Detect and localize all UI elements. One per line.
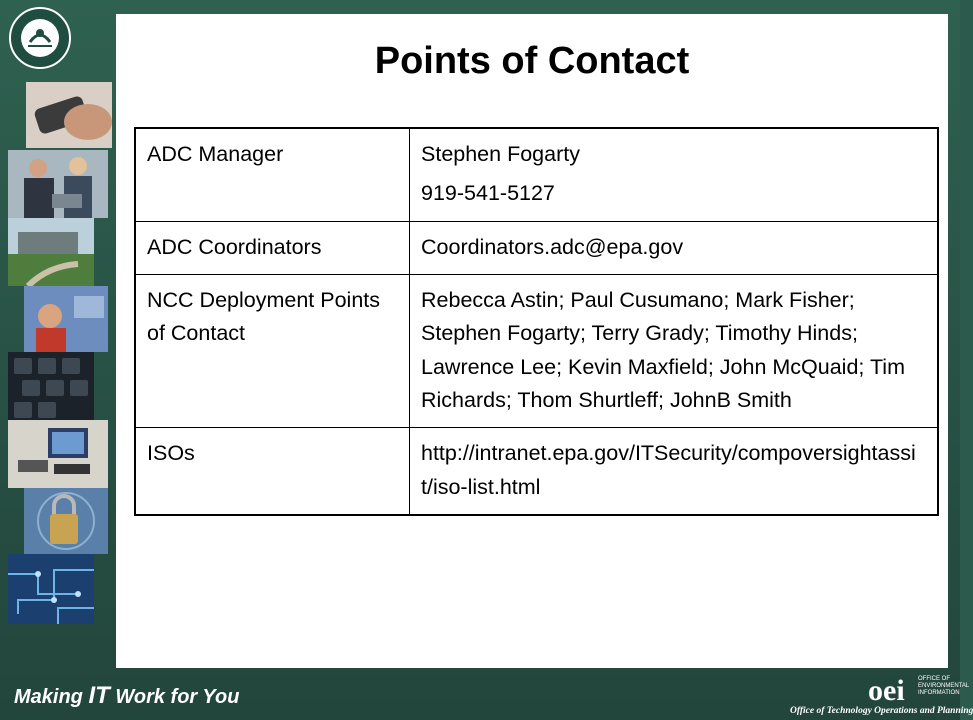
row-label-adc-manager: ADC Manager — [135, 128, 410, 221]
adc-manager-name: Stephen Fogarty — [421, 142, 580, 166]
slide-title: Points of Contact — [374, 40, 690, 82]
table-row — [135, 128, 938, 221]
footer-slogan-pre: Making — [14, 686, 89, 708]
row-value-isos: http://intranet.epa.gov/ITSecurity/compoversightassit/iso-list.html — [421, 441, 916, 499]
adc-manager-phone: 919-541-5127 — [421, 181, 555, 206]
footer-slogan — [14, 682, 239, 710]
keyboard-photo — [8, 352, 94, 420]
table-row — [135, 221, 938, 274]
contacts-table — [134, 127, 939, 516]
call-center-photo — [24, 286, 108, 352]
row-label-isos: ISOs — [135, 428, 410, 515]
oei-branding — [760, 668, 973, 720]
oei-small-text: OFFICE OF ENVIRONMENTAL INFORMATION — [918, 676, 970, 696]
office-building-photo — [8, 218, 94, 286]
row-value-ncc-deployment: Rebecca Astin; Paul Cusumano; Mark Fisher; Stephen Fogarty; Terry Grady; Timothy Hinds; Lawrence Lee; Kevin Maxfield; John McQuaid; Tim Richards; Thom Shurtleff; JohnB Smith — [421, 287, 905, 412]
padlock-keys-photo — [24, 488, 108, 554]
row-value-adc-coordinators: Coordinators.adc@epa.gov — [421, 234, 684, 259]
footer-slogan-it: IT — [88, 682, 110, 709]
office-name: Office of Technology Operations and Planning — [790, 706, 973, 716]
table-row — [135, 274, 938, 427]
footer-slogan-post: Work for You — [109, 686, 240, 708]
row-value-adc-manager — [410, 128, 939, 221]
business-people-photo — [8, 150, 108, 218]
oei-logo-icon — [868, 672, 918, 706]
pda-hand-photo — [26, 82, 112, 148]
epa-seal-logo — [8, 6, 72, 70]
circuit-board-photo — [8, 554, 94, 624]
row-label-adc-coordinators: ADC Coordinators — [135, 221, 410, 274]
row-label-ncc-deployment: NCC Deployment Points of Contact — [135, 274, 410, 427]
desk-computer-photo — [8, 420, 108, 488]
table-row — [135, 428, 938, 515]
oei-logo-text: oei — [868, 674, 905, 707]
